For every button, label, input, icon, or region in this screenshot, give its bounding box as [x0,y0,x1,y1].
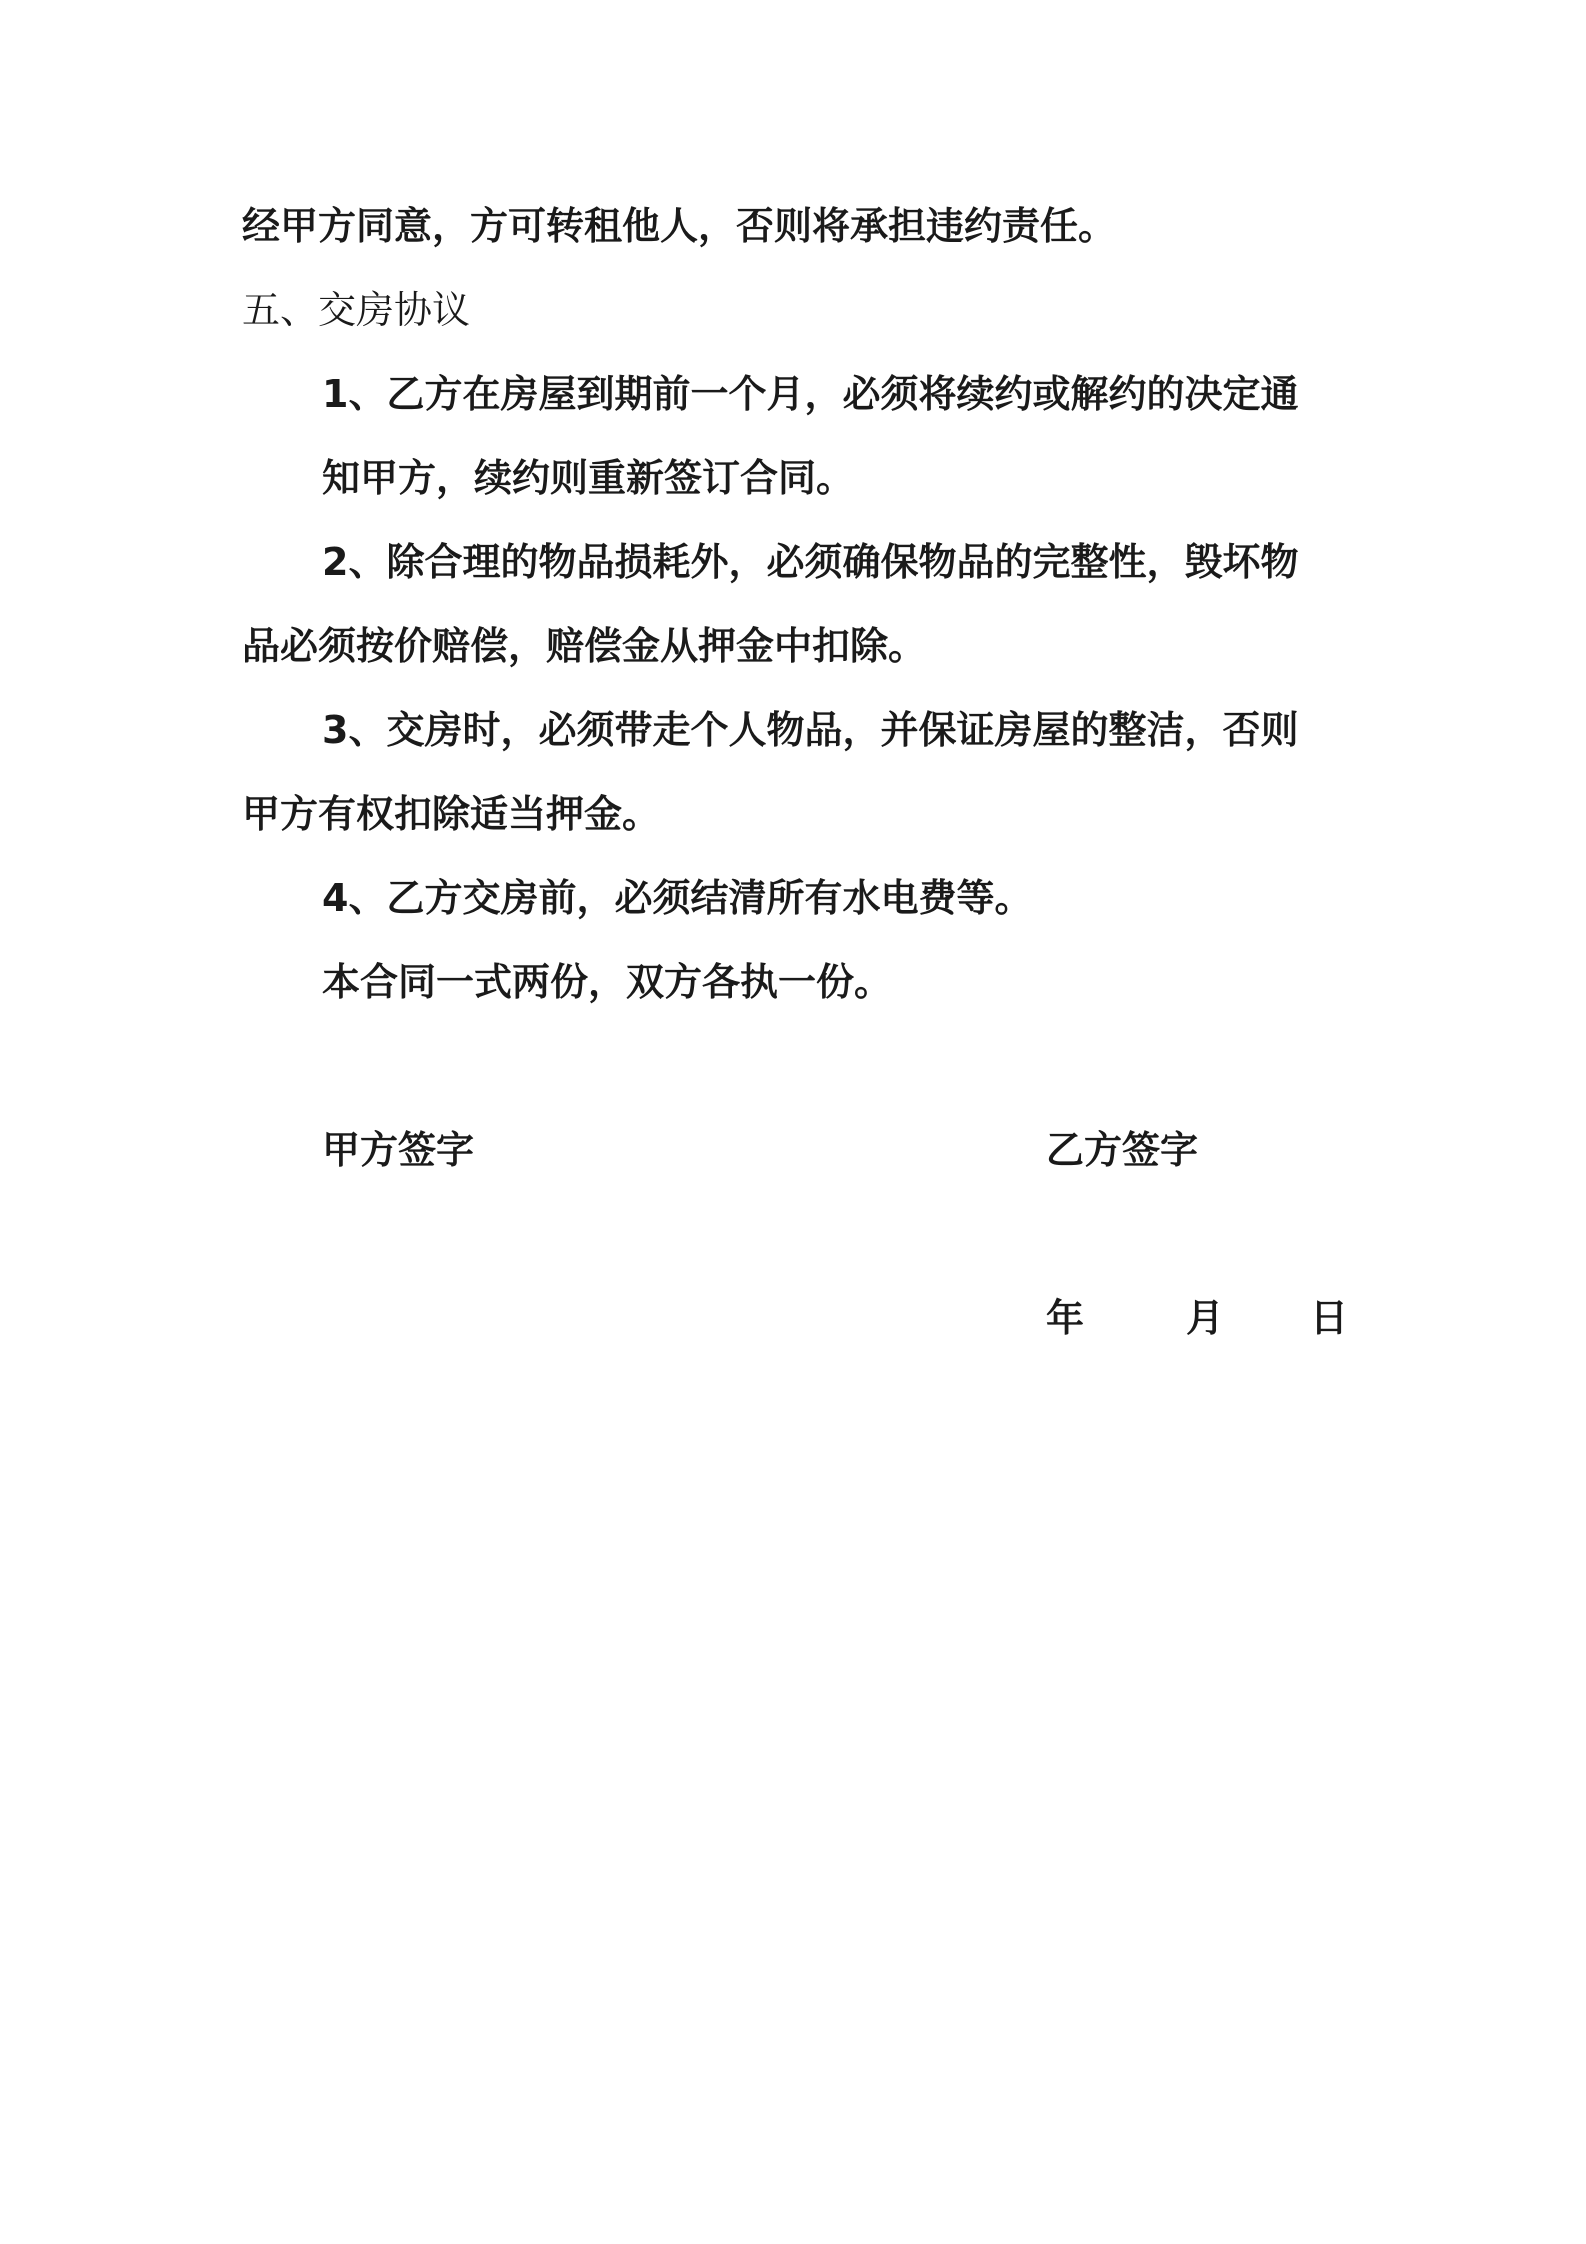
clause-4: 4、乙方交房前，必须结清所有水电费等。 [322,876,1033,920]
clause-2-line-1: 2、除合理的物品损耗外，必须确保物品的完整性，毁坏物 [322,540,1299,584]
clause-1-line-2: 知甲方，续约则重新签订合同。 [322,456,855,500]
clause-1-line-1: 1、乙方在房屋到期前一个月，必须将续约或解约的决定通 [322,372,1299,416]
continuation-paragraph: 经甲方同意，方可转租他人，否则将承担违约责任。 [242,204,1117,248]
section-title: 五、交房协议 [242,288,471,332]
copies-statement: 本合同一式两份，双方各执一份。 [322,960,893,1004]
date-year-label: 年 [1046,1296,1085,1340]
clause-3-line-1: 3、交房时，必须带走个人物品，并保证房屋的整洁，否则 [322,708,1299,752]
party-a-signature-label: 甲方签字 [322,1128,475,1172]
clause-2-line-2: 品必须按价赔偿，赔偿金从押金中扣除。 [242,624,927,668]
date-month-label: 月 [1186,1296,1225,1340]
date-day-label: 日 [1310,1296,1349,1340]
clause-3-line-2: 甲方有权扣除适当押金。 [242,792,661,836]
party-b-signature-label: 乙方签字 [1046,1128,1199,1172]
